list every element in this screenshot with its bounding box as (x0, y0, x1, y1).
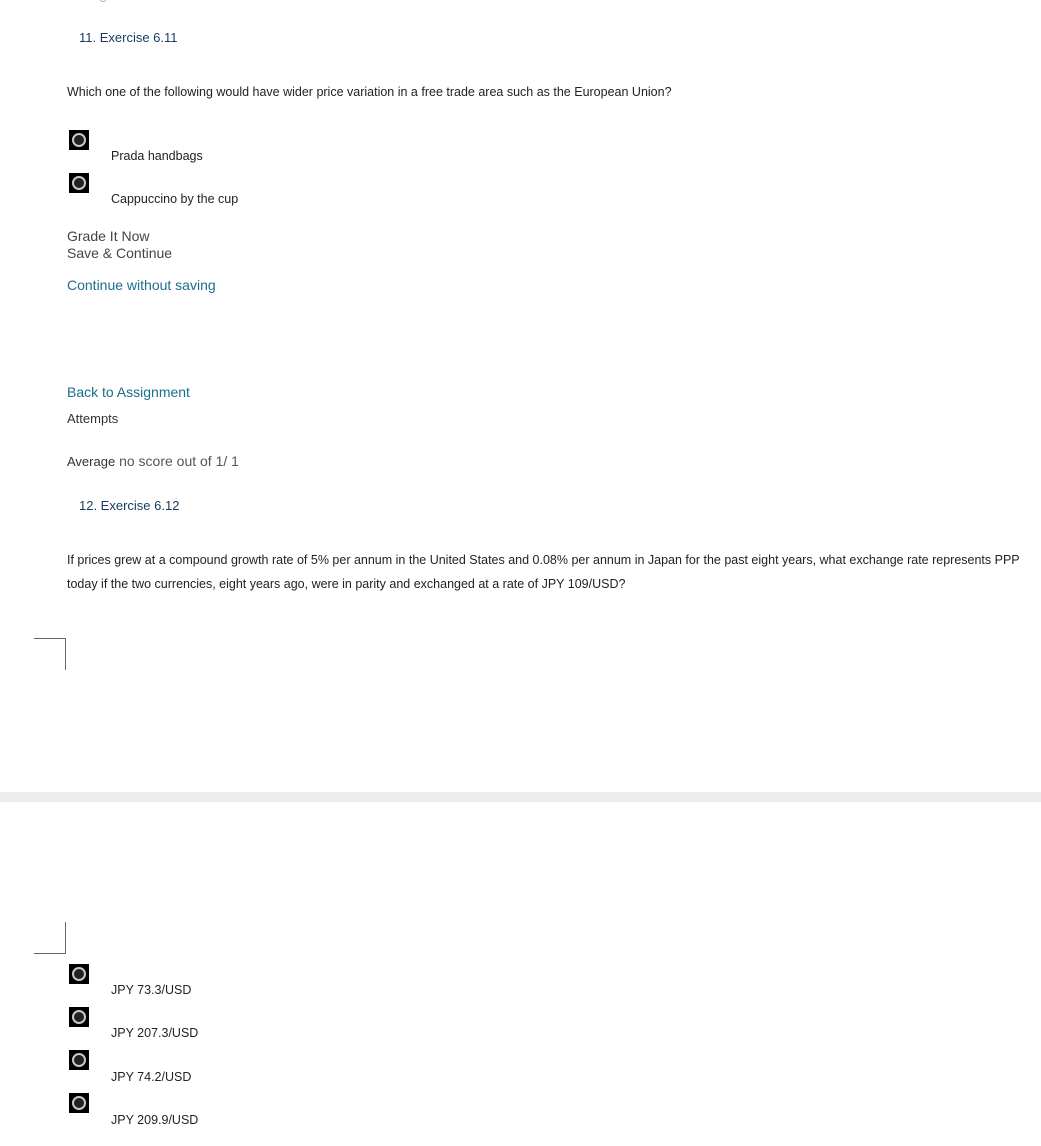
exercise-12-option-3-label: JPY 74.2/USD (111, 1070, 192, 1084)
exercise-12-option-1-radio[interactable] (69, 964, 89, 984)
exercise-12-option-2-label: JPY 207.3/USD (111, 1026, 199, 1040)
exercise-11-option-2-radio[interactable] (69, 173, 89, 193)
crop-mark-top (34, 638, 66, 670)
exercise-12-option-2-radio[interactable] (69, 1007, 89, 1027)
exercise-12-option-4-label: JPY 209.9/USD (111, 1113, 199, 1127)
save-continue-button[interactable]: Save & Continue (67, 245, 173, 261)
exercise-12-question: If prices grew at a compound growth rate of 5% per annum in the United States and 0.08% per annum in Japan for the past eight years, what exchange rate represents PPP today if the two currencies, eight years ago, were in parity and exchanged at a rate of JPY 109/USD? (67, 553, 1020, 591)
attempts-label: Attempts (67, 411, 119, 426)
exercise-11-title: 11. Exercise 6.11 (79, 30, 178, 45)
exercise-12-option-3-radio[interactable] (69, 1050, 89, 1070)
exercise-11-option-2-label: Cappuccino by the cup (111, 192, 239, 206)
grade-it-now-button[interactable]: Grade It Now (67, 228, 150, 244)
crop-mark-bottom (34, 922, 66, 954)
exercise-11-question: Which one of the following would have wider price variation in a free trade area such as the European Union? (67, 85, 672, 99)
exercise-11-option-1-radio[interactable] (69, 130, 89, 150)
back-to-assignment-link[interactable]: Back to Assignment (67, 384, 190, 400)
exercise-11-option-1-label: Prada handbags (111, 149, 203, 163)
average-label: Average (67, 454, 116, 469)
page-divider (0, 792, 1041, 802)
average-score (67, 453, 239, 469)
exercise-12-option-1-label: JPY 73.3/USD (111, 983, 192, 997)
exercise-12-option-4-radio[interactable] (69, 1093, 89, 1113)
previous-radio-remnant (99, 0, 107, 2)
exercise-12-title: 12. Exercise 6.12 (79, 498, 180, 513)
continue-without-saving-link[interactable]: Continue without saving (67, 277, 216, 293)
average-value: no score out of 1/ 1 (119, 453, 239, 469)
